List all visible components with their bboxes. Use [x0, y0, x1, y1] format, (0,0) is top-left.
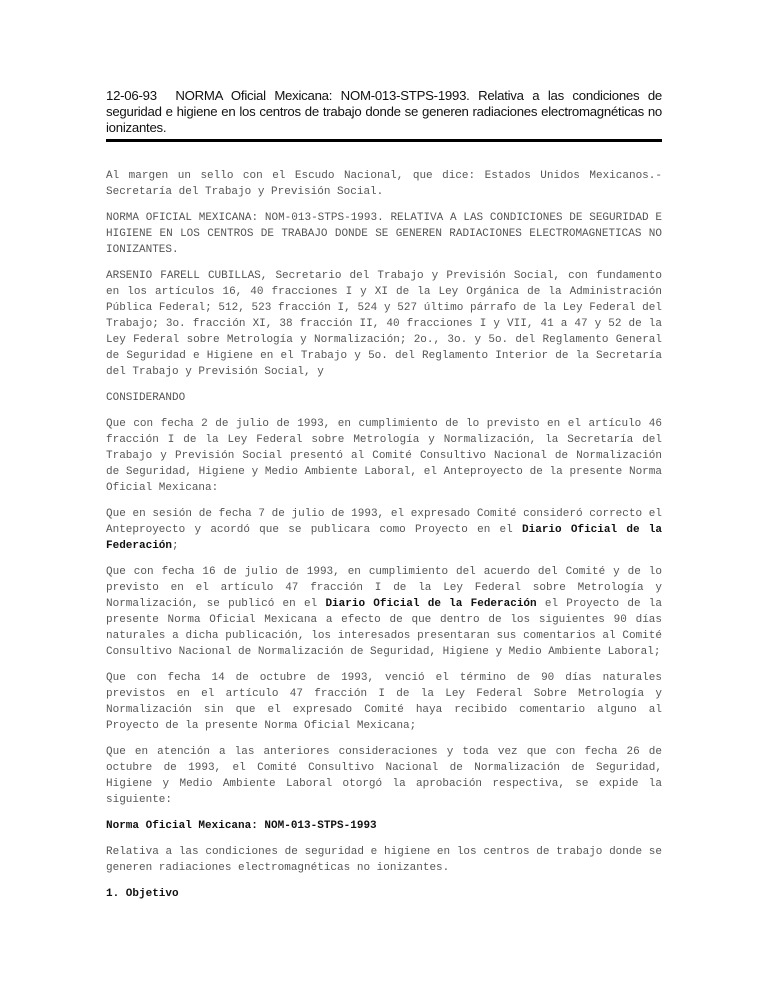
text: Que en sesión de fecha 7 de julio de 1993, el expresado Comité consideró correcto el Anteproyecto y acordó que se publicara como Proyecto en el [106, 508, 662, 536]
text: Que con fecha 16 de julio de 1993, en cumplimiento del acuerdo del Comité y de lo previsto en el artículo 47 fracción I de la Ley Federal sobre Metrología y Normalización, se publicó en el [106, 566, 662, 610]
section-heading-objetivo: 1. Objetivo [106, 888, 179, 900]
text: ; [172, 540, 179, 552]
paragraph-considerando-3 [106, 564, 662, 660]
text: el Proyecto de la presente Norma Oficial Mexicana a efecto de que dentro de los siguientes 90 días naturales a dicha publicación, los interesados presentaran sus comentarios al Comité Consultivo Nacional de Normalización de Seguridad, Higiene y Medio Ambiente Laboral; [106, 598, 662, 658]
norma-heading: Norma Oficial Mexicana: NOM-013-STPS-1993 [106, 820, 377, 832]
paragraph-relativa: Relativa a las condiciones de seguridad e higiene en los centros de trabajo donde se generen radiaciones electromagnéticas no ionizantes. [106, 846, 662, 874]
paragraph-considerando-1: Que con fecha 2 de julio de 1993, en cumplimiento de lo previsto en el artículo 46 fracción I de la Ley Federal sobre Metrología y Normalización, la Secretaría del Trabajo y Previsión Social presentó al Comité Consultivo Nacional de Normalización de Seguridad, Higiene y Medio Ambiente Laboral, el Anteproyecto de la presente Norma Oficial Mexicana: [106, 418, 662, 494]
document-body [106, 168, 662, 902]
publication-date: 12-06-93 [106, 88, 157, 103]
paragraph-considerando-2 [106, 506, 662, 554]
paragraph-norma-title: NORMA OFICIAL MEXICANA: NOM-013-STPS-1993. RELATIVA A LAS CONDICIONES DE SEGURIDAD E HIGIENE EN LOS CENTROS DE TRABAJO DONDE SE GENEREN RADIACIONES ELECTROMAGNETICAS NO IONIZANTES. [106, 212, 662, 256]
document-header [106, 88, 662, 142]
paragraph-considerando-5: Que en atención a las anteriores consideraciones y toda vez que con fecha 26 de octubre de 1993, el Comité Consultivo Nacional de Normalización de Seguridad, Higiene y Medio Ambiente Laboral otorgó la aprobación respectiva, se expide la siguiente: [106, 746, 662, 806]
diario-oficial-ref: Diario Oficial de la Federación [325, 598, 537, 610]
document-title: NORMA Oficial Mexicana: NOM-013-STPS-1993. Relativa a las condiciones de seguridad e higiene en los centros de trabajo donde se generen radiaciones electromagnéticas no ionizantes. [106, 88, 662, 135]
diario-oficial-ref: Diario Oficial de la Federación [106, 524, 662, 552]
paragraph-secretario: ARSENIO FARELL CUBILLAS, Secretario del Trabajo y Previsión Social, con fundamento en los artículos 16, 40 fracciones I y XI de la Ley Orgánica de la Administración Pública Federal; 512, 523 fracción I, 524 y 527 último párrafo de la Ley Federal del Trabajo; 3o. fracción XI, 38 fracción II, 40 fracciones I y VII, 41 a 47 y 52 de la Ley Federal sobre Metrología y Normalización; 2o., 3o. y 5o. del Reglamento General de Seguridad e Higiene en el Trabajo y 5o. del Reglamento Interior de la Secretaría del Trabajo y Previsión Social, y [106, 270, 662, 378]
paragraph-considerando-4: Que con fecha 14 de octubre de 1993, venció el término de 90 días naturales previstos en el artículo 47 fracción I de la Ley Federal Sobre Metrología y Normalización sin que el expresado Comité haya recibido comentario alguno al Proyecto de la presente Norma Oficial Mexicana; [106, 672, 662, 732]
document-page [106, 88, 662, 912]
considerando-heading: CONSIDERANDO [106, 392, 186, 404]
paragraph-seal: Al margen un sello con el Escudo Nacional, que dice: Estados Unidos Mexicanos.- Secretaría del Trabajo y Previsión Social. [106, 170, 662, 198]
